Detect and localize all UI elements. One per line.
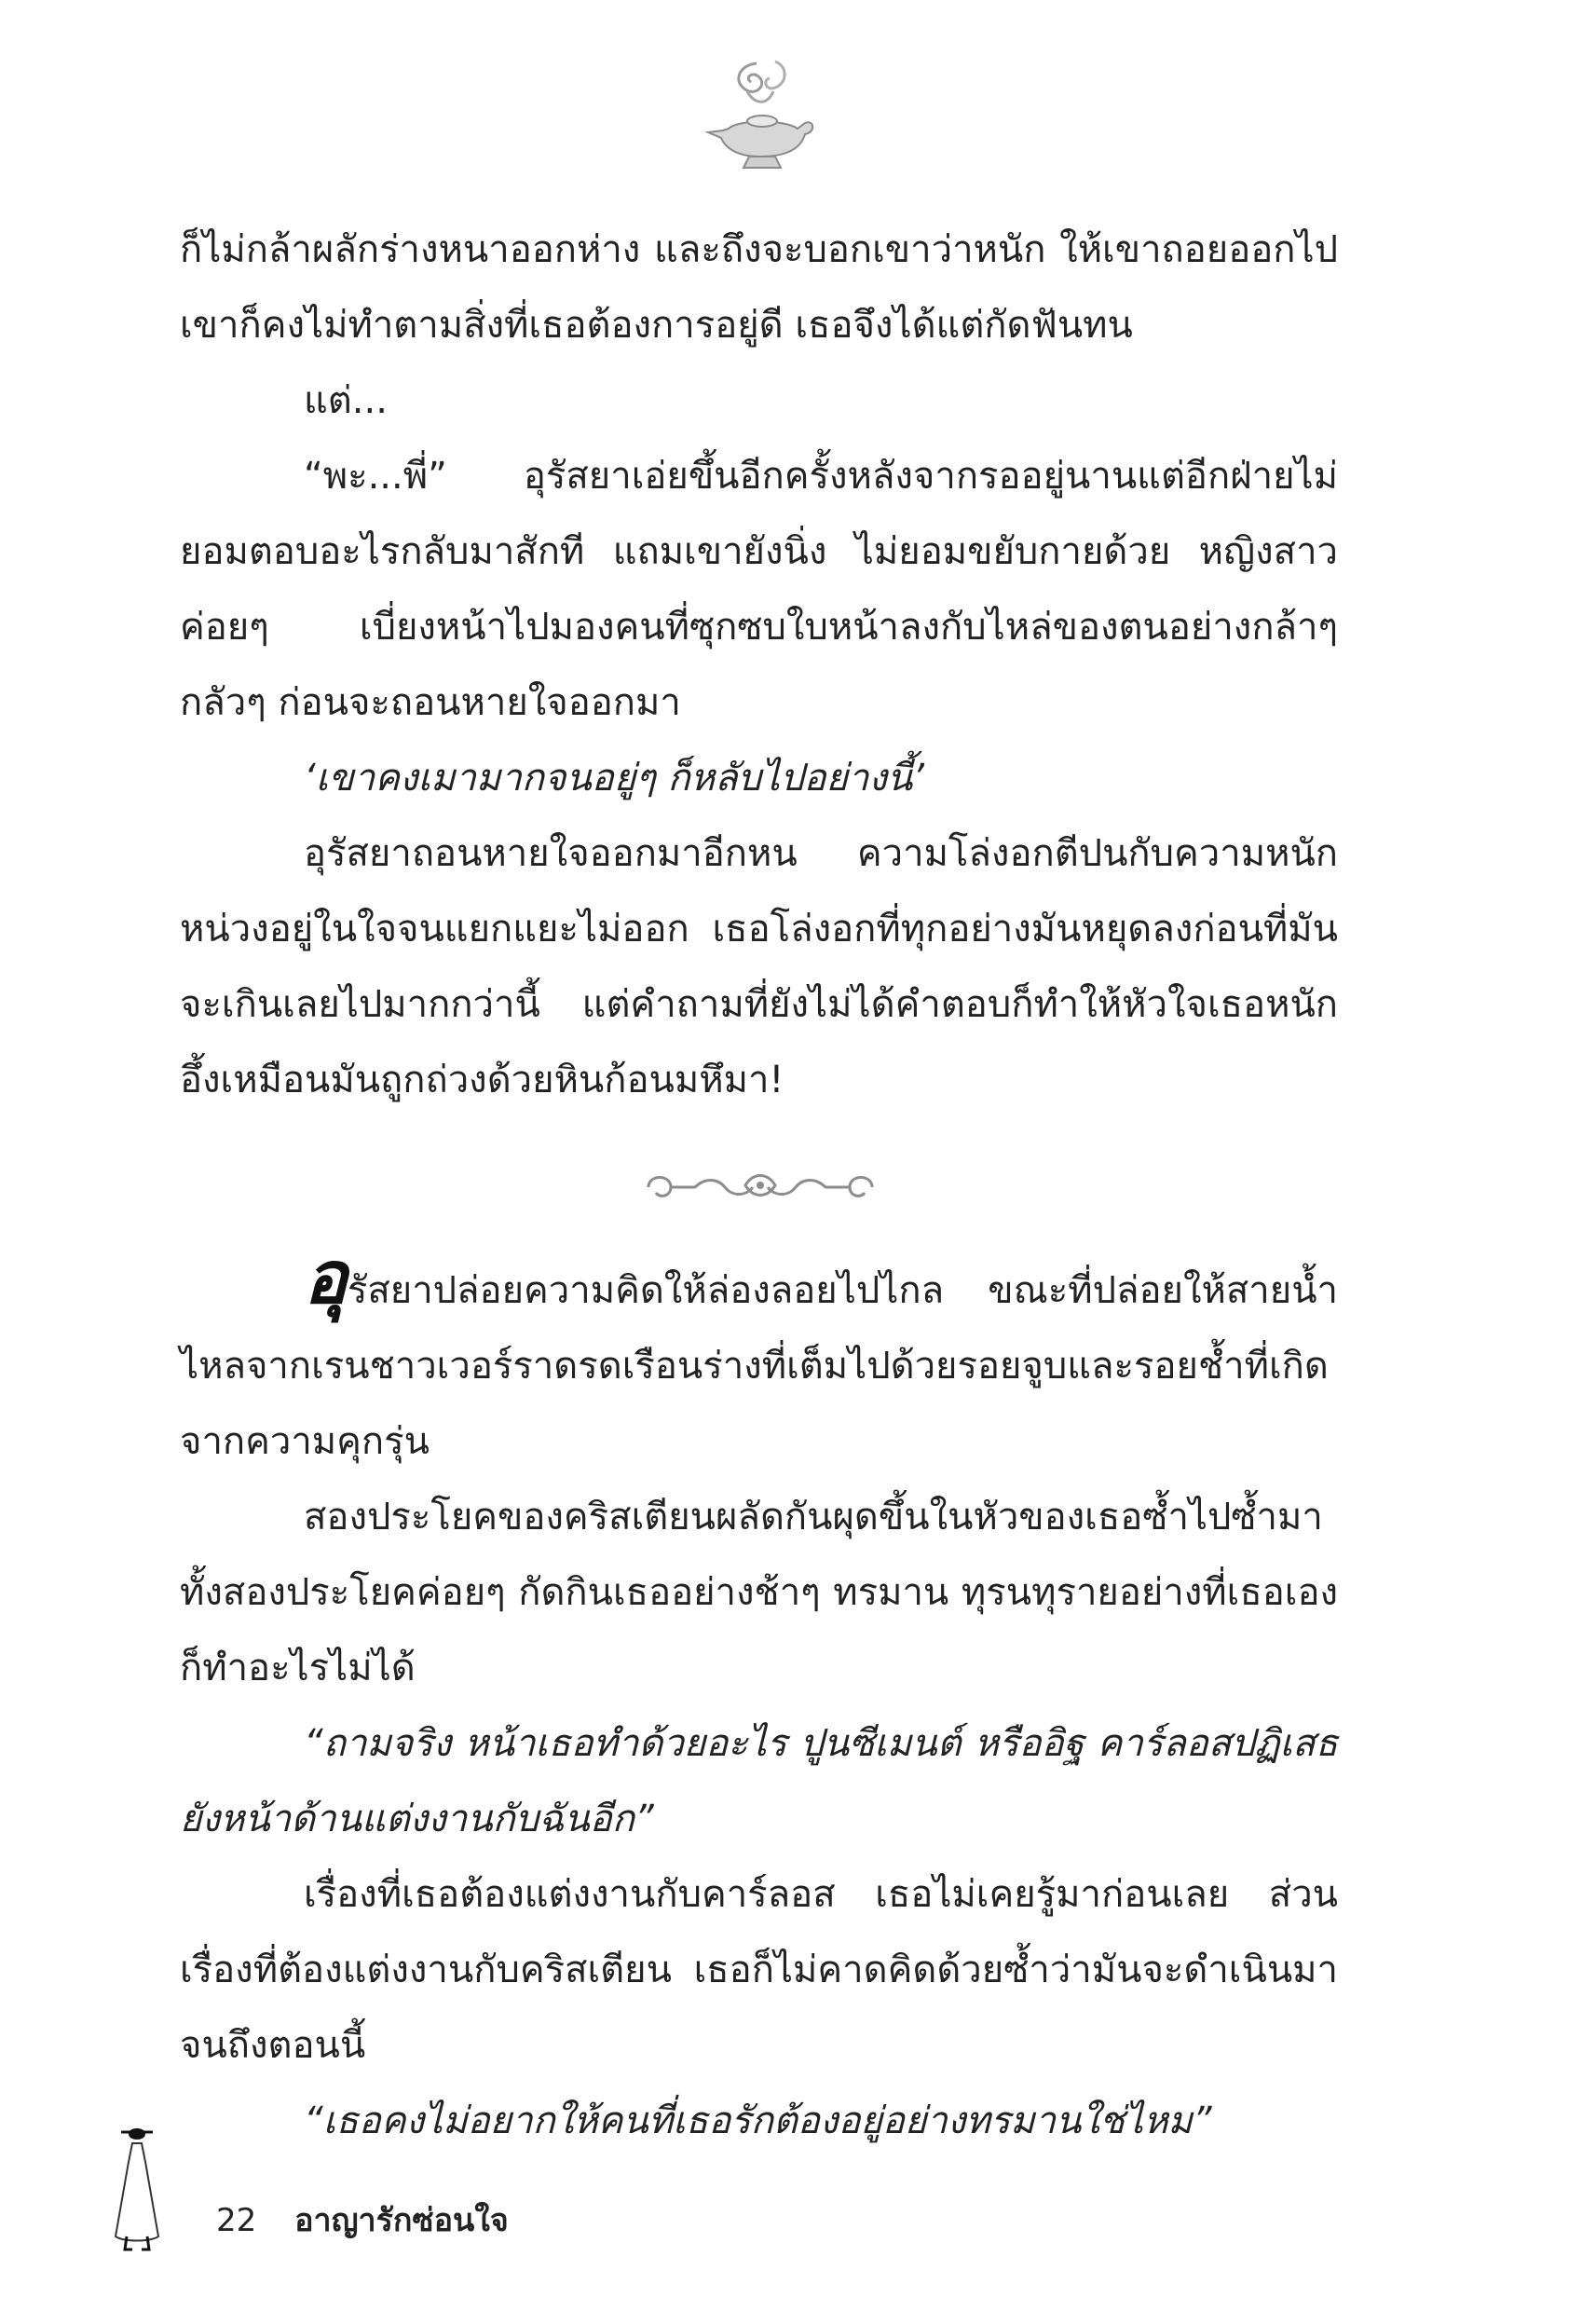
magic-lamp-ornament-icon	[701, 54, 822, 185]
scroll-divider-ornament-icon	[639, 1157, 881, 1213]
opening-paragraph	[180, 1237, 1338, 1480]
paragraph-quote: “เธอคงไม่อยากให้คนที่เธอรักต้องอยู่อย่างทรมานใช่ไหม”	[304, 2099, 1212, 2142]
paragraph: แต่...	[304, 379, 388, 422]
section-2-text	[180, 1237, 1338, 2159]
paragraph: อุรัสยาถอนหายใจออกมาอีกหน ความโล่งอกตีปนกับความหนักหน่วงอยู่ในใจจนแยกแยะไม่ออก เธอโล่งอกที่ทุกอย่างมันหยุดลงก่อนที่มันจะเกินเลยไปมากกว่านี้ แต่คำถามที่ยังไม่ได้คำตอบก็ทำให้หัวใจเธอหนักอึ้งเหมือนมันถูกถ่วงด้วยหินก้อนมหึมา!	[180, 832, 1338, 1101]
paragraph-quote: “ถามจริง หน้าเธอทำด้วยอะไร ปูนซีเมนต์ หรืออิฐ คาร์ลอสปฏิเสธ ยังหน้าด้านแต่งงานกับฉันอีก”	[180, 1722, 1338, 1840]
paragraph-thought: ‘เขาคงเมามากจนอยู่ๆ ก็หลับไปอย่างนี้’	[304, 757, 924, 800]
page-number: 22	[216, 2202, 257, 2239]
paragraph: เรื่องที่เธอต้องแต่งงานกับคาร์ลอส เธอไม่เคยรู้มาก่อนเลย ส่วนเรื่องที่ต้องแต่งงานกับคริสเตียน เธอก็ไม่คาดคิดด้วยซ้ำว่ามันจะดำเนินมาจนถึงตอนนี้	[180, 1873, 1338, 2067]
woman-in-dress-figure-icon	[104, 2125, 170, 2255]
opening-paragraph-text: รัสยาปล่อยความคิดให้ล่องลอยไปไกล ขณะที่ปล่อยให้สายน้ำไหลจากเรนชาวเวอร์ราดรดเรือนร่างที่เต็มไปด้วยรอยจูบและรอยช้ำที่เกิดจากความคุกรุ่น	[180, 1269, 1338, 1463]
paragraph: “พะ...พี่” อุรัสยาเอ่ยขึ้นอีกครั้งหลังจากรออยู่นานแต่อีกฝ่ายไม่ยอมตอบอะไรกลับมาสักที แถมเขายังนิ่ง ไม่ยอมขยับกายด้วย หญิงสาวค่อยๆ เบี่ยงหน้าไปมองคนที่ซุกซบใบหน้าลงกับไหล่ของตนอย่างกล้าๆ กลัวๆ ก่อนจะถอนหายใจออกมา	[180, 455, 1338, 724]
drop-cap: อุ	[304, 1237, 348, 1320]
page-footer	[216, 2195, 509, 2245]
paragraph: สองประโยคของคริสเตียนผลัดกันผุดขึ้นในหัวของเธอซ้ำไปซ้ำมา ทั้งสองประโยคค่อยๆ กัดกินเธออย่างช้าๆ ทรมาน ทุรนทุรายอย่างที่เธอเองก็ทำอะไรไม่ได้	[180, 1496, 1338, 1689]
section-1-text	[180, 212, 1338, 1118]
book-title: อาญารักซ่อนใจ	[294, 2202, 509, 2239]
paragraph: ก็ไม่กล้าผลักร่างหนาออกห่าง และถึงจะบอกเขาว่าหนัก ให้เขาถอยออกไป เขาก็คงไม่ทำตามสิ่งที่เธอต้องการอยู่ดี เธอจึงได้แต่กัดฟันทน	[180, 228, 1338, 347]
